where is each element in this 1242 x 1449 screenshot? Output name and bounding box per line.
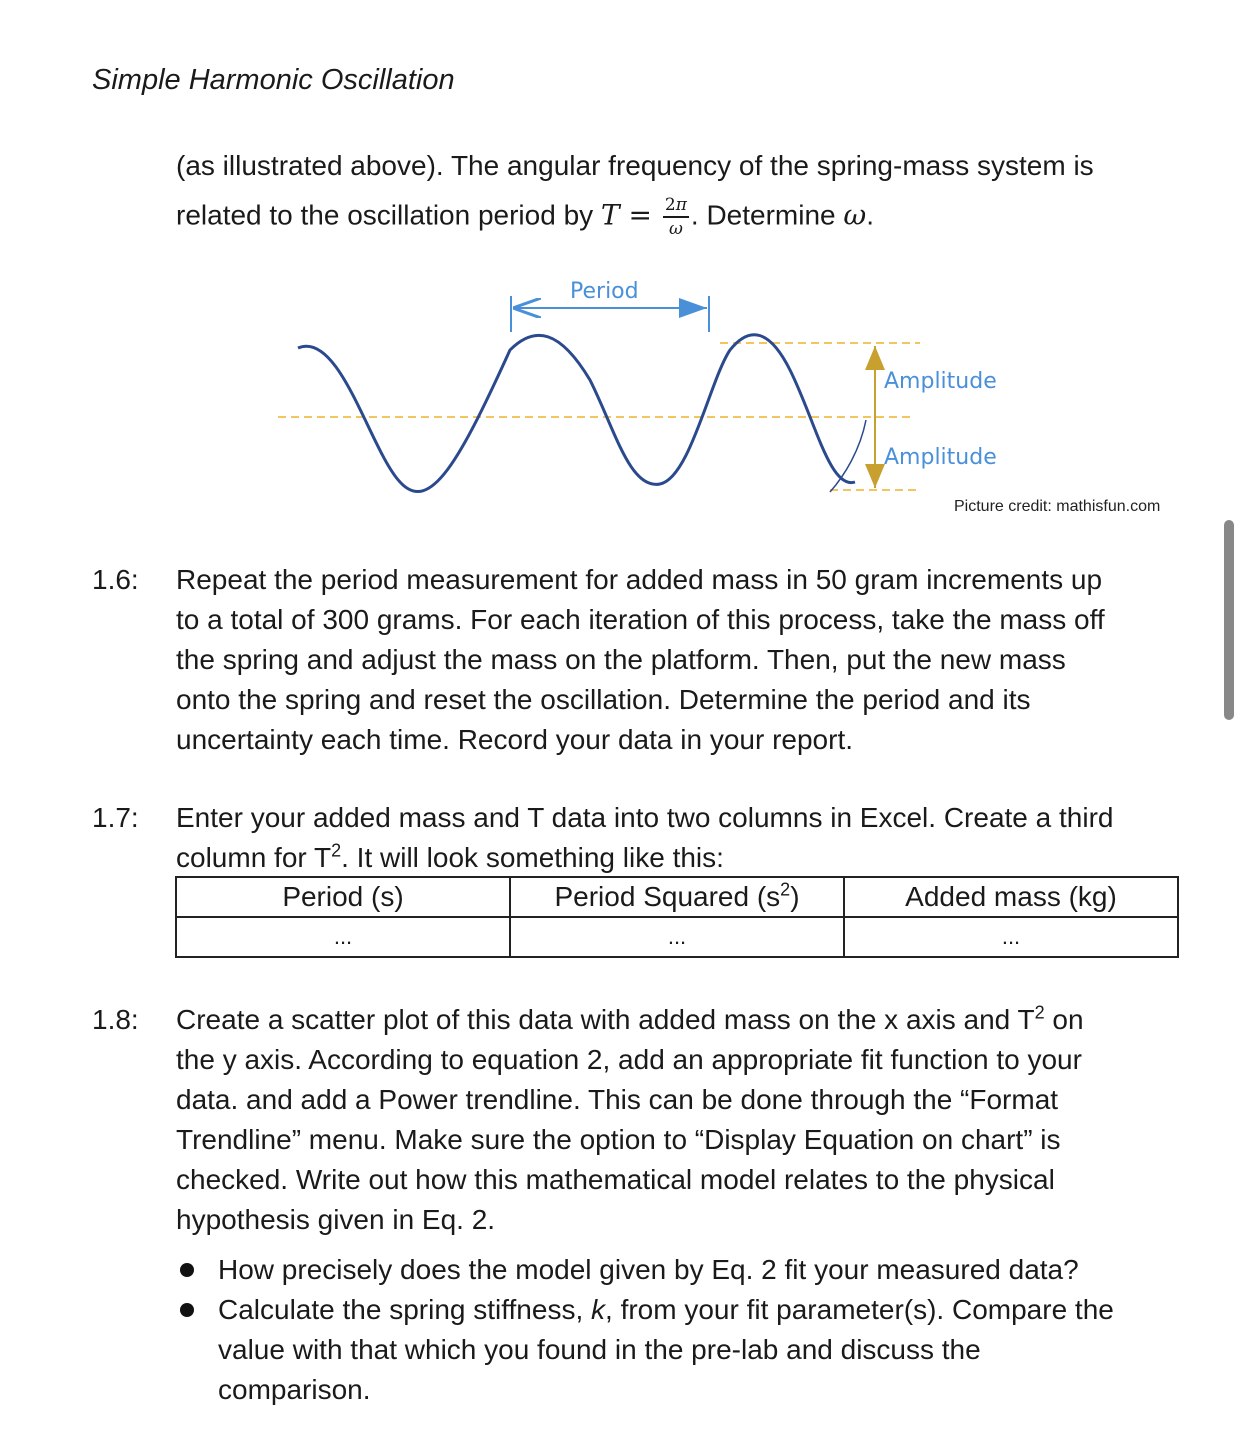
intro-text: related to the oscillation period by: [176, 199, 601, 231]
section-1-8-line: data. and add a Power trendline. This can be done through the “Format: [176, 1084, 1059, 1115]
section-1-7-text: [176, 798, 1186, 878]
intro-period: .: [866, 199, 875, 231]
section-1-6-line: to a total of 300 grams. For each iteration of this process, take the mass off: [176, 604, 1105, 635]
section-1-8-line: Trendline” menu. Make sure the option to “Display Equation on chart” is: [176, 1124, 1061, 1155]
section-1-6-line: Repeat the period measurement for added mass in 50 gram increments up: [176, 564, 1103, 595]
period-symbol: T: [600, 198, 620, 232]
section-number-1-6: 1.6:: [92, 564, 139, 595]
table-header-added-mass: Added mass (kg): [844, 877, 1178, 917]
intro-text-after: . Determine: [690, 199, 844, 231]
section-1-8-line: hypothesis given in Eq. 2.: [176, 1204, 496, 1235]
bullet-icon: [180, 1303, 194, 1317]
section-1-7-text-part: column for T: [176, 842, 332, 873]
equals-sign: =: [619, 198, 661, 232]
section-1-8-line: [176, 1000, 1186, 1040]
picture-credit: Picture credit: mathisfun.com: [954, 498, 1161, 515]
section-number-1-7: 1.7:: [92, 802, 139, 833]
question-bullet-list: [176, 1250, 1186, 1410]
superscript: 2: [1034, 1002, 1045, 1023]
bullet-text: How precisely does the model given by Eq. 2 fit your measured data?: [218, 1254, 1079, 1285]
table-header-text: Period Squared (s: [554, 881, 781, 912]
period-label: Period: [570, 279, 639, 304]
section-1-7-line: [176, 838, 1186, 878]
table-header-text: ): [790, 881, 800, 912]
section-number-1-8: 1.8:: [92, 1004, 139, 1035]
intro-line-1: (as illustrated above). The angular frequency of the spring-mass system is: [176, 150, 1094, 181]
table-header-period: Period (s): [176, 877, 510, 917]
section-1-7-text-part: . It will look something like this:: [341, 842, 724, 873]
table-cell: ...: [844, 917, 1178, 957]
table-header-row: [176, 877, 1178, 917]
example-data-table: [175, 876, 1179, 958]
bullet-icon: [180, 1263, 194, 1277]
section-1-8-line: checked. Write out how this mathematical model relates to the physical: [176, 1164, 1055, 1195]
amplitude-label-bottom: Amplitude: [884, 445, 997, 470]
period-fraction: [663, 194, 689, 240]
bullet-text: comparison.: [218, 1374, 371, 1405]
section-1-8-text: [176, 1000, 1186, 1240]
scrollbar-thumb[interactable]: [1224, 520, 1234, 720]
section-1-6-line: onto the spring and reset the oscillation. Determine the period and its: [176, 684, 1031, 715]
bullet-text-part: , from your fit parameter(s). Compare the: [605, 1294, 1114, 1325]
table-header-period-squared: [510, 877, 844, 917]
section-1-6-text: [176, 560, 1186, 760]
list-item: [176, 1290, 1186, 1410]
bullet-text: value with that which you found in the pre-lab and discuss the: [218, 1334, 981, 1365]
fraction-numerator-pi: π: [675, 195, 687, 215]
section-1-8-line: the y axis. According to equation 2, add an appropriate fit function to your: [176, 1044, 1082, 1075]
wave-diagram: [270, 270, 1190, 530]
sine-wave: [298, 335, 855, 492]
fraction-denominator: ω: [668, 219, 683, 239]
amplitude-label-top: Amplitude: [884, 369, 997, 394]
intro-paragraph: [176, 146, 1186, 240]
fraction-numerator-two: 2: [664, 195, 676, 215]
intro-line-2: [176, 194, 1186, 240]
section-1-8-text-part: Create a scatter plot of this data with added mass on the x axis and T: [176, 1004, 1035, 1035]
bullet-text-part: Calculate the spring stiffness,: [218, 1294, 592, 1325]
omega-symbol: ω: [843, 198, 867, 232]
section-1-8-text-part: on: [1044, 1004, 1084, 1035]
table-cell: ...: [176, 917, 510, 957]
stiffness-symbol: k: [591, 1294, 606, 1325]
section-1-7-line: Enter your added mass and T data into two columns in Excel. Create a third: [176, 802, 1114, 833]
table-cell: ...: [510, 917, 844, 957]
page-header-title: Simple Harmonic Oscillation: [92, 64, 455, 96]
bullet-text: [218, 1290, 1186, 1330]
superscript: 2: [780, 879, 791, 900]
section-1-6-line: uncertainty each time. Record your data in your report.: [176, 724, 854, 755]
table-row: [176, 917, 1178, 957]
list-item: [176, 1250, 1186, 1290]
section-1-6-line: the spring and adjust the mass on the platform. Then, put the new mass: [176, 644, 1066, 675]
superscript: 2: [331, 840, 342, 861]
